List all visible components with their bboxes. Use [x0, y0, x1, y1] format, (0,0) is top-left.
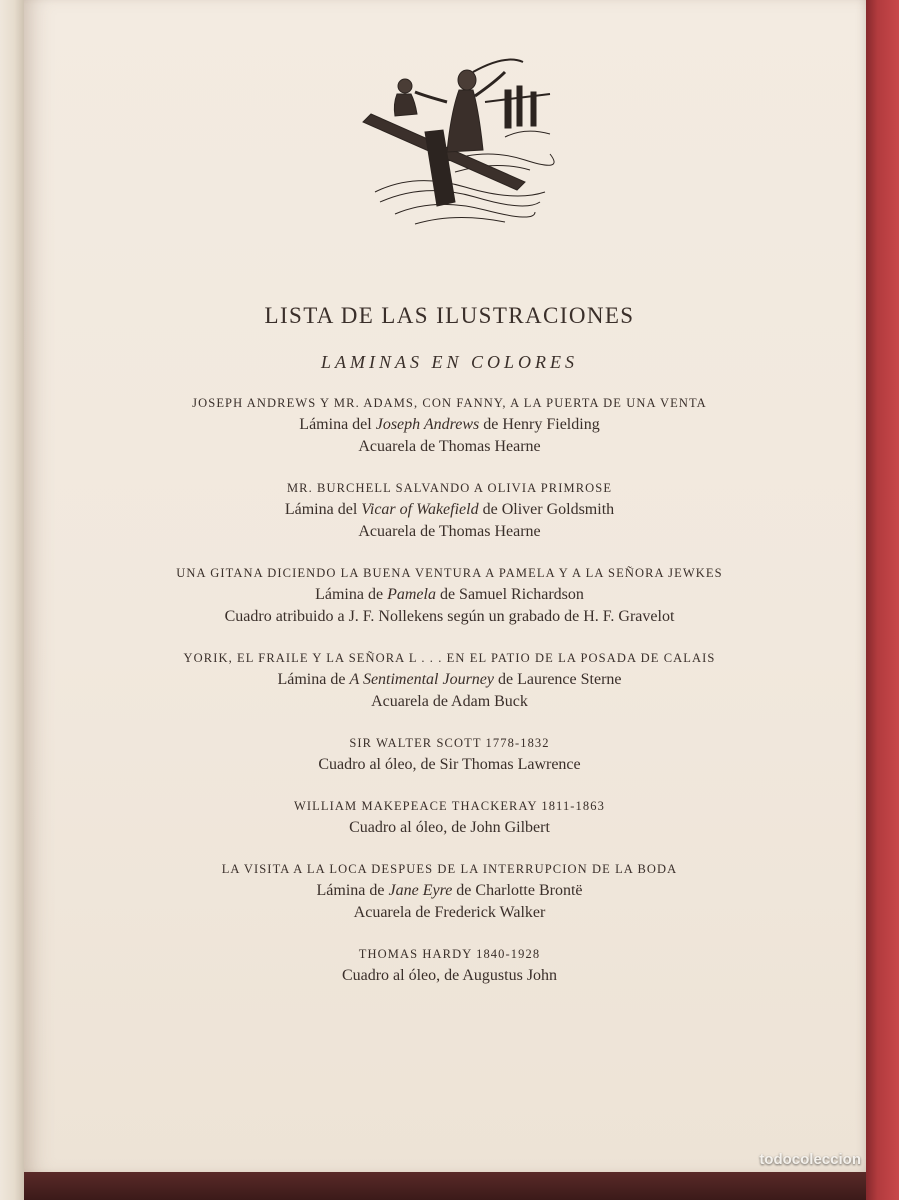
illustration-artist: Acuarela de Thomas Hearne	[358, 438, 541, 455]
source-text: Cuadro al óleo, de John Gilbert	[349, 819, 550, 836]
source-text: Lámina del	[299, 416, 376, 433]
source-text: Lámina de	[315, 586, 388, 603]
list-item	[0, 477, 899, 543]
illustration-source	[0, 965, 899, 987]
section-subtitle: LAMINAS EN COLORES	[320, 352, 578, 372]
illustration-title: SIR WALTER SCOTT 1778-1832	[349, 736, 550, 750]
work-title: Vicar of Wakefield	[361, 501, 479, 518]
list-item	[0, 795, 899, 839]
illustration-source	[0, 584, 899, 606]
illustration-source	[0, 499, 899, 521]
illustration-source	[0, 817, 899, 839]
list-item	[0, 943, 899, 987]
source-text: Lámina de	[316, 882, 389, 899]
illustration-title: LA VISITA A LA LOCA DESPUES DE LA INTERRUPCION DE LA BODA	[221, 862, 678, 876]
work-title: Jane Eyre	[388, 882, 453, 899]
engraving-vignette-icon	[355, 42, 555, 232]
illustration-title: MR. BURCHELL SALVANDO A OLIVIA PRIMROSE	[286, 481, 613, 495]
illustration-artist: Acuarela de Frederick Walker	[353, 904, 546, 921]
work-title: A Sentimental Journey	[349, 671, 495, 688]
list-item	[0, 732, 899, 776]
list-item	[0, 858, 899, 924]
work-title: Pamela	[387, 586, 436, 603]
illustration-title: UNA GITANA DICIENDO LA BUENA VENTURA A PAMELA Y A LA SEÑORA JEWKES	[176, 566, 723, 580]
illustration-artist: Acuarela de Adam Buck	[371, 693, 528, 710]
page-bottom-edge	[24, 1172, 866, 1200]
author-text: de Samuel Richardson	[435, 586, 584, 603]
work-title: Joseph Andrews	[375, 416, 480, 433]
author-text: de Charlotte Brontë	[452, 882, 583, 899]
illustration-source	[0, 414, 899, 436]
illustration-artist: Cuadro atribuido a J. F. Nollekens según un grabado de H. F. Gravelot	[224, 608, 675, 625]
illustration-source	[0, 754, 899, 776]
illustration-list	[0, 392, 899, 1006]
illustration-source	[0, 669, 899, 691]
source-text: Cuadro al óleo, de Augustus John	[341, 967, 558, 984]
page-title: LISTA DE LAS ILUSTRACIONES	[264, 303, 635, 328]
illustration-title: WILLIAM MAKEPEACE THACKERAY 1811-1863	[294, 799, 605, 813]
source-text: Cuadro al óleo, de Sir Thomas Lawrence	[318, 756, 581, 773]
source-text: Lámina de	[277, 671, 350, 688]
illustration-title: JOSEPH ANDREWS Y MR. ADAMS, CON FANNY, A LA PUERTA DE UNA VENTA	[192, 396, 707, 410]
illustration-title: YORIK, EL FRAILE Y LA SEÑORA L . . . EN EL PATIO DE LA POSADA DE CALAIS	[183, 651, 716, 665]
list-item	[0, 562, 899, 628]
watermark-logo: todocoleccion	[759, 1151, 861, 1168]
illustration-artist: Acuarela de Thomas Hearne	[358, 523, 541, 540]
list-item	[0, 647, 899, 713]
illustration-title: THOMAS HARDY 1840-1928	[358, 947, 541, 961]
list-item	[0, 392, 899, 458]
author-text: de Laurence Sterne	[494, 671, 622, 688]
author-text: de Oliver Goldsmith	[478, 501, 615, 518]
illustration-source	[0, 880, 899, 902]
author-text: de Henry Fielding	[479, 416, 600, 433]
source-text: Lámina del	[284, 501, 362, 518]
